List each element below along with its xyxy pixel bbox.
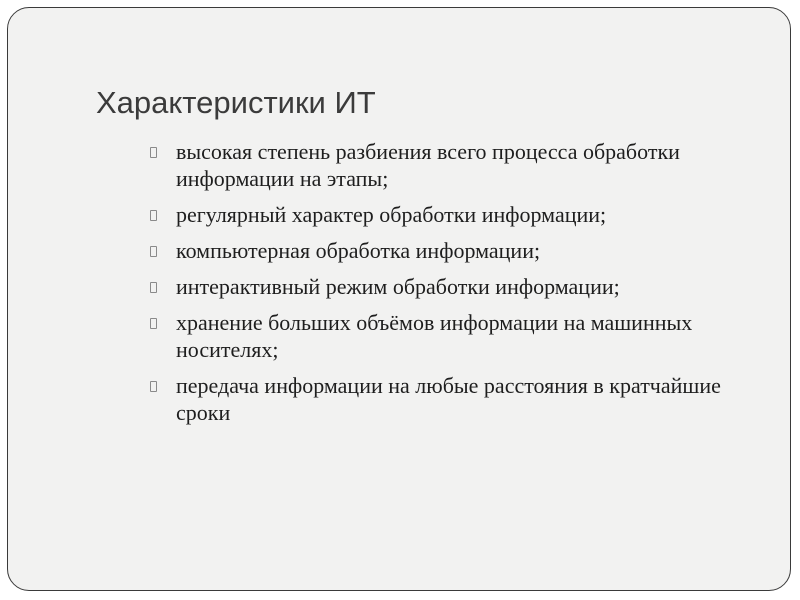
bullet-square-icon xyxy=(150,282,157,293)
bullet-item xyxy=(150,309,750,363)
bullet-square-icon xyxy=(150,147,157,158)
bullet-item xyxy=(150,237,750,264)
bullet-text: передача информации на любые расстояния в кратчайшие сроки xyxy=(176,373,721,425)
bullet-square-icon xyxy=(150,318,157,329)
bullet-list xyxy=(150,138,750,435)
bullet-text: высокая степень разбиения всего процесса обработки информации на этапы; xyxy=(176,139,680,191)
bullet-square-icon xyxy=(150,381,157,392)
bullet-item xyxy=(150,201,750,228)
bullet-square-icon xyxy=(150,210,157,221)
bullet-square-icon xyxy=(150,246,157,257)
bullet-item xyxy=(150,372,750,426)
bullet-text: регулярный характер обработки информации; xyxy=(176,202,607,227)
bullet-item xyxy=(150,273,750,300)
bullet-text: хранение больших объёмов информации на машинных носителях; xyxy=(176,310,693,362)
bullet-text: компьютерная обработка информации; xyxy=(176,238,541,263)
bullet-text: интерактивный режим обработки информации; xyxy=(176,274,620,299)
bullet-item xyxy=(150,138,750,192)
slide-frame xyxy=(7,7,791,591)
slide-title: Характеристики ИТ xyxy=(96,85,376,120)
